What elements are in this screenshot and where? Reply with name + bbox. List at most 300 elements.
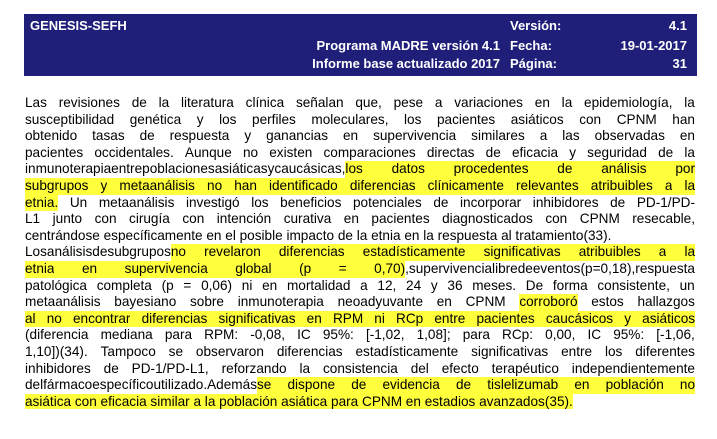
text-line	[25, 145, 695, 162]
text-line	[25, 211, 695, 228]
highlighted-word: la	[684, 177, 696, 193]
text-line	[25, 377, 695, 394]
word: reforzando	[221, 360, 287, 376]
text-line	[25, 344, 695, 361]
word: RPM:	[204, 327, 239, 343]
word: 1,10])(34).	[25, 343, 88, 359]
word: revisiones	[58, 95, 120, 110]
word: de	[610, 194, 626, 210]
header-program: Programa MADRE versión 4.1	[316, 38, 500, 53]
highlighted-word: RPM	[332, 310, 364, 326]
word: los	[604, 343, 623, 359]
highlighted-word: atribuibles	[590, 177, 653, 193]
highlighted-word: se	[257, 377, 272, 393]
highlighted-word: etnia.	[25, 194, 59, 210]
highlighted-word: entre	[434, 310, 466, 326]
highlighted-word: significativas	[483, 244, 561, 260]
word: RCp:	[502, 327, 534, 343]
highlighted-word: los	[345, 161, 363, 177]
text-line	[25, 244, 695, 261]
highlight-gap	[222, 178, 234, 195]
word: la	[561, 95, 573, 110]
highlight-gap	[271, 377, 287, 394]
word: eficacia	[511, 144, 559, 160]
highlighted-word: datos	[391, 161, 425, 177]
text-line	[25, 327, 695, 344]
highlight-gap	[558, 377, 574, 394]
word: curativa	[283, 211, 332, 227]
word: la	[158, 95, 170, 110]
highlighted-text: asiática con eficacia similar a la población asiática para CPNM en estadios avanzados(35).	[25, 393, 573, 409]
word: CPNM	[616, 111, 657, 127]
text-line	[25, 95, 695, 112]
word: pese	[393, 95, 424, 110]
word: específico	[92, 377, 154, 393]
highlight-gap	[471, 377, 487, 394]
word: señalan	[295, 95, 344, 110]
highlight-gap	[416, 178, 428, 195]
text-line	[25, 195, 695, 212]
highlighted-word: evidencia	[382, 377, 440, 393]
highlight-gap	[664, 377, 680, 394]
highlight-gap	[208, 261, 236, 278]
highlighted-word: no	[46, 310, 62, 326]
text-line	[25, 178, 695, 195]
document-body	[25, 95, 695, 410]
word: observadas	[594, 128, 665, 144]
word: inhibidores	[532, 194, 599, 210]
highlighted-word: metaanálisis	[119, 177, 195, 193]
highlight-gap	[311, 261, 339, 278]
word: subgrupos	[107, 244, 171, 260]
highlight-gap	[535, 311, 546, 328]
highlighted-word: a	[658, 244, 667, 260]
highlight-gap	[465, 244, 483, 261]
highlight-gap	[261, 244, 279, 261]
word: de	[433, 194, 449, 210]
word: Las	[25, 95, 47, 110]
word: para	[462, 327, 490, 343]
highlighted-word: no	[207, 177, 223, 193]
highlighted-word: ni	[374, 310, 385, 326]
highlighted-word: diferencias	[278, 244, 345, 260]
highlight-gap	[36, 311, 47, 328]
highlighted-word: diferencias	[349, 177, 416, 193]
text-line	[25, 278, 695, 295]
highlight-gap	[207, 311, 218, 328]
word: asiáticos	[510, 111, 564, 127]
word: (diferencia	[25, 327, 89, 343]
version-label: Versión:	[510, 18, 562, 33]
word: mortalidad	[286, 277, 351, 293]
word: con	[182, 211, 205, 227]
word: observaron	[195, 343, 264, 359]
highlighted-word: no	[170, 244, 186, 260]
highlight-gap	[322, 311, 333, 328]
word: Aunque	[184, 144, 232, 160]
word: junto	[52, 211, 83, 227]
highlight-gap	[88, 178, 100, 195]
text-line	[25, 261, 695, 278]
word: moleculares,	[311, 111, 389, 127]
word: un	[679, 277, 695, 293]
highlighted-word: en	[82, 260, 98, 276]
word: eventos	[532, 260, 581, 276]
word: [-1,02,	[365, 327, 405, 343]
word: Los	[25, 244, 47, 260]
word: perfiles	[252, 111, 296, 127]
word: análisis	[46, 244, 93, 260]
highlighted-word: en	[306, 310, 322, 326]
highlighted-word: población	[605, 377, 664, 393]
word: genética	[129, 111, 182, 127]
word: en	[343, 211, 359, 227]
word: con	[545, 211, 568, 227]
word: 24	[406, 277, 422, 293]
word: a	[360, 277, 368, 293]
word: (p	[580, 260, 593, 276]
word: pacientes	[436, 111, 496, 127]
word: patológica	[25, 277, 87, 293]
highlighted-word: de	[455, 377, 472, 393]
highlighted-word: RCp	[396, 310, 424, 326]
highlighted-word: significativas	[218, 310, 296, 326]
word: hallazgos	[637, 294, 695, 310]
highlight-gap	[363, 161, 392, 178]
highlight-gap	[296, 311, 307, 328]
word: variaciones	[454, 95, 523, 110]
word: cirugía	[129, 211, 170, 227]
word: pacientes	[371, 211, 430, 227]
word: caucásicas,	[274, 161, 346, 177]
word: mediana	[100, 327, 153, 343]
highlight-gap	[465, 311, 476, 328]
word: ,	[405, 260, 409, 276]
word: han	[672, 111, 695, 127]
word: libre	[492, 260, 518, 276]
word: obtenido	[25, 128, 78, 144]
word: respuesta	[635, 260, 695, 276]
word: de	[485, 144, 501, 160]
word: se	[168, 343, 184, 359]
highlight-gap	[440, 377, 456, 394]
highlight-gap	[529, 161, 558, 178]
word: potenciales	[352, 194, 422, 210]
word: las	[562, 128, 580, 144]
word: metaanálisis	[98, 194, 175, 210]
highlighted-word: =	[338, 260, 347, 276]
highlighted-word: procedentes	[453, 161, 529, 177]
word: existen	[269, 144, 313, 160]
highlight-gap	[335, 377, 351, 394]
highlighted-word: dispone	[287, 377, 336, 393]
highlighted-word: identificado	[268, 177, 338, 193]
highlighted-word: no	[679, 377, 696, 393]
word: resecable,	[632, 211, 695, 227]
highlighted-word: corroboró	[519, 294, 578, 310]
highlighted-word: tislelizumab	[487, 377, 559, 393]
highlight-gap	[257, 178, 269, 195]
word: incorporar	[460, 194, 522, 210]
highlighted-word: (p	[299, 260, 312, 276]
word: 36	[447, 277, 463, 293]
word: consistente,	[597, 277, 670, 293]
word: de	[658, 144, 674, 160]
word: meses.	[472, 277, 517, 293]
highlighted-word: caucásicos	[545, 310, 614, 326]
word: la	[684, 144, 695, 160]
header-report: Informe base actualizado 2017	[312, 56, 500, 71]
highlight-gap	[423, 311, 434, 328]
highlight-gap	[589, 377, 605, 394]
word: que,	[355, 95, 382, 110]
word: clínica	[245, 95, 285, 110]
word: directas	[426, 144, 475, 160]
page-value: 31	[672, 56, 687, 71]
word: intención	[216, 211, 272, 227]
word: estos	[591, 294, 624, 310]
highlighted-word: la	[684, 244, 696, 260]
highlight-gap	[572, 161, 601, 178]
highlighted-word: a	[664, 177, 673, 193]
date-value: 19-01-2017	[620, 38, 687, 53]
word: literatura	[180, 95, 234, 110]
word: y	[569, 144, 576, 160]
word: con	[579, 111, 602, 127]
word: de	[517, 260, 533, 276]
word: susceptibilidad	[25, 111, 115, 127]
word: tasas	[92, 128, 125, 144]
page-label: Página:	[510, 56, 557, 71]
word: en	[262, 277, 278, 293]
word: investigó	[185, 194, 240, 210]
word: los	[219, 111, 237, 127]
highlighted-word: etnia	[25, 260, 55, 276]
word: poblaciones	[142, 161, 215, 177]
word: CPNM	[465, 294, 506, 310]
highlight-gap	[385, 311, 396, 328]
highlighted-word: clínicamente	[427, 177, 504, 193]
header-brand: GENESIS-SEFH	[30, 18, 127, 33]
highlighted-word: y	[100, 177, 108, 193]
text-line	[25, 128, 695, 145]
word: sobre	[189, 294, 224, 310]
word: 95%:	[613, 327, 645, 343]
highlight-gap	[366, 377, 382, 394]
highlight-gap	[347, 261, 375, 278]
highlight-gap	[107, 178, 119, 195]
word: y	[430, 277, 438, 293]
word: a	[434, 95, 443, 110]
document-header	[24, 14, 697, 76]
word: pacientes	[25, 144, 84, 160]
word: beneficios	[280, 194, 342, 210]
word: entre	[561, 343, 593, 359]
word: independientemente	[571, 360, 695, 376]
word: 12,	[377, 277, 397, 293]
highlight-gap	[561, 244, 579, 261]
word: 0,00,	[545, 327, 576, 343]
highlight-gap	[195, 178, 207, 195]
highlight-gap	[345, 244, 363, 261]
highlight-gap	[631, 311, 642, 328]
word: en	[534, 95, 550, 110]
highlighted-word: atribuibles	[578, 244, 641, 260]
word: occidentales.	[94, 144, 174, 160]
word: forma	[552, 277, 588, 293]
word: comparaciones	[323, 144, 416, 160]
highlight-gap	[666, 244, 684, 261]
word: diagnosticados	[442, 211, 533, 227]
word: =	[183, 277, 192, 293]
word: epidemiología,	[584, 95, 673, 110]
word: de	[139, 128, 155, 144]
word: en	[679, 128, 695, 144]
word: los	[251, 194, 269, 210]
highlight-gap	[363, 311, 374, 328]
word: ni	[241, 277, 253, 293]
highlighted-word: 0,70)	[374, 260, 406, 276]
word: -0,08,	[250, 327, 286, 343]
word: de	[131, 95, 147, 110]
word: del	[410, 360, 429, 376]
word: De	[525, 277, 544, 293]
word: de	[103, 360, 119, 376]
word: (p	[161, 277, 174, 293]
highlight-gap	[425, 161, 454, 178]
version-value: 4.1	[668, 18, 687, 33]
highlighted-word: estadísticamente	[362, 244, 466, 260]
highlight-gap	[130, 311, 141, 328]
word: asiáticas	[214, 161, 268, 177]
word: la	[299, 360, 311, 376]
word: neoadyuvante	[337, 294, 424, 310]
highlight-gap	[613, 311, 624, 328]
highlight-gap	[504, 178, 516, 195]
highlight-gap	[338, 178, 350, 195]
highlight-gap	[641, 244, 659, 261]
word: y	[196, 111, 204, 127]
word: 0,18),	[600, 260, 636, 276]
highlight-gap	[97, 261, 125, 278]
word: ganancias	[266, 128, 329, 144]
highlighted-word: de	[351, 377, 367, 393]
word: 95%:	[322, 327, 354, 343]
word: del	[25, 377, 44, 393]
word: respuesta	[169, 128, 230, 144]
word: =	[592, 260, 601, 276]
word: entre	[111, 161, 143, 177]
highlighted-word: pacientes	[476, 310, 535, 326]
word: seguridad	[587, 144, 647, 160]
word: fármaco	[43, 377, 93, 393]
highlighted-word: asiáticos	[642, 310, 696, 326]
text-line	[25, 394, 695, 411]
word: IC	[587, 327, 602, 343]
highlighted-word: han	[234, 177, 257, 193]
word: bayesiano	[114, 294, 177, 310]
highlighted-word: y	[624, 310, 632, 326]
word: los	[404, 111, 422, 127]
word: [-1,06,	[656, 327, 695, 343]
word: consistencia	[322, 360, 398, 376]
highlighted-word: supervivencia	[124, 260, 208, 276]
highlighted-word: en	[574, 377, 590, 393]
word: supervivencia	[373, 128, 457, 144]
word: terapéutico	[491, 360, 559, 376]
highlighted-word: de	[557, 161, 573, 177]
word: 1,08];	[416, 327, 451, 343]
word: PD-1/PD-L1,	[131, 360, 209, 376]
date-label: Fecha:	[510, 38, 552, 53]
highlighted-word: relevantes	[516, 177, 579, 193]
word: la	[684, 95, 695, 110]
text-line	[25, 361, 695, 378]
word: y	[267, 161, 275, 177]
word: IC	[297, 327, 311, 343]
highlighted-word: por	[675, 161, 696, 177]
word: estadísticamente	[355, 343, 459, 359]
text-run: centrándose específicamente en el posible impacto de la etnia en la respuesta al tratamiento(33).	[25, 227, 612, 243]
word: a	[539, 128, 548, 144]
word: 0,06)	[201, 277, 233, 293]
text-line	[25, 112, 695, 129]
word: diferencias	[276, 343, 343, 359]
word: con	[94, 211, 117, 227]
highlighted-word: revelaron	[204, 244, 261, 260]
highlight-gap	[54, 261, 82, 278]
word: L1	[25, 211, 41, 227]
highlighted-word: global	[235, 260, 272, 276]
word: inmunoterapia	[237, 294, 324, 310]
word: metaanálisis	[25, 294, 101, 310]
word: Tampoco	[100, 343, 156, 359]
word: en	[343, 128, 359, 144]
word: diferentes	[635, 343, 695, 359]
highlighted-word: diferencias	[141, 310, 208, 326]
highlight-gap	[672, 178, 684, 195]
word: no	[242, 144, 259, 160]
word: completa	[96, 277, 152, 293]
text-line	[25, 311, 695, 328]
word: y	[244, 128, 252, 144]
highlight-gap	[186, 244, 204, 261]
highlight-gap	[272, 261, 300, 278]
word: PD-1/PD-	[636, 194, 695, 210]
highlighted-word: al	[25, 310, 36, 326]
text-line	[25, 228, 695, 245]
highlighted-word: encontrar	[73, 310, 131, 326]
word: efecto	[441, 360, 479, 376]
word: similares	[471, 128, 525, 144]
highlight-gap	[653, 178, 665, 195]
word: significativas	[471, 343, 549, 359]
word: inhibidores	[25, 360, 91, 376]
word: supervivencia	[408, 260, 493, 276]
highlight-gap	[647, 161, 676, 178]
word: CPNM	[579, 211, 620, 227]
word: de	[92, 244, 108, 260]
word: Un	[69, 194, 88, 210]
word: en	[436, 294, 452, 310]
word: utilizado.Además	[153, 377, 257, 393]
text-line	[25, 161, 695, 178]
highlighted-word: subgrupos	[25, 177, 89, 193]
text-line	[25, 294, 695, 311]
highlighted-word: análisis	[601, 161, 647, 177]
word: para	[164, 327, 193, 343]
highlight-gap	[579, 178, 591, 195]
